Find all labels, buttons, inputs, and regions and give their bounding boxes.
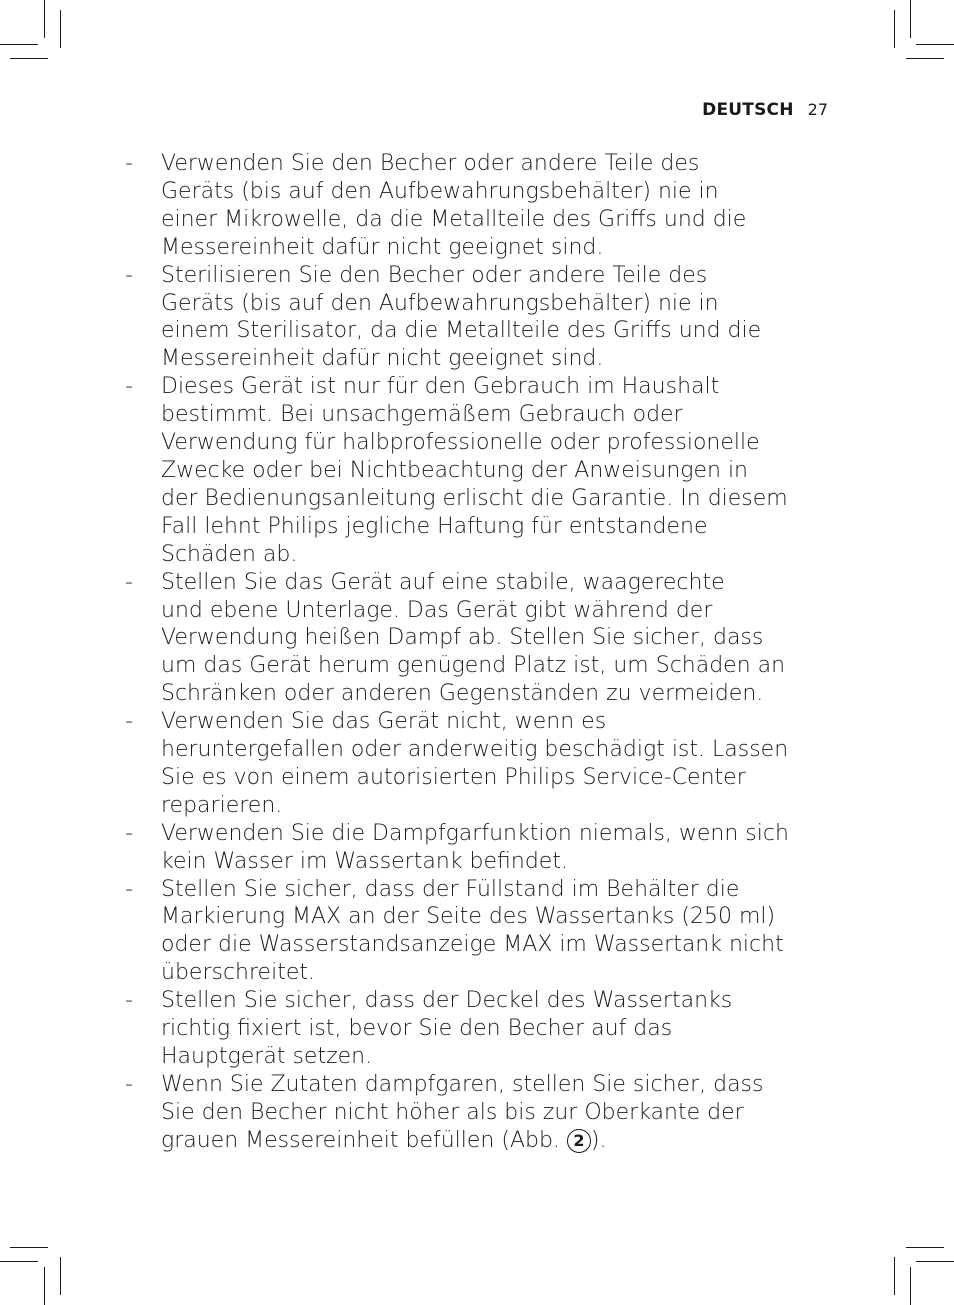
crop-mark-top-left-v [44,0,45,38]
list-item-line: Markierung MAX an der Seite des Wassertanks (250 ml) [161,904,776,930]
list-item-line: Schäden ab. [161,541,298,567]
list-item-line: Verwendung heißen Dampf ab. Stellen Sie sicher, dass [161,625,764,651]
crop-mark-top-left-v2 [60,10,61,48]
list-item [125,569,831,709]
list-item-line: Geräts (bis auf den Aufbewahrungsbehälter) nie in [161,290,719,316]
language-label: DEUTSCH [702,100,794,120]
crop-mark-bottom-left-v2 [60,1257,61,1295]
list-item-line: Messereinheit dafür nicht geeignet sind. [161,346,604,372]
crop-mark-bottom-left-h [0,1261,38,1262]
figure-number-badge: 2 [567,1129,591,1153]
bullet-dash: - [125,262,133,288]
list-item-line: Stellen Sie das Gerät auf eine stabile, waagerechte [161,569,725,595]
list-item-line: Wenn Sie Zutaten dampfgaren, stellen Sie sicher, dass [161,1071,764,1097]
crop-mark-top-left-h2 [10,58,48,59]
list-item-line: Sterilisieren Sie den Becher oder andere Teile des [161,262,708,288]
list-item [125,150,831,262]
bullet-dash: - [125,709,133,735]
crop-mark-bottom-right-h [916,1261,954,1262]
list-item [125,876,831,988]
list-item [125,820,831,876]
list-item-line: Dieses Gerät ist nur für den Gebrauch im Haushalt [161,374,720,400]
list-item-line: Verwenden Sie die Dampfgarfunktion niemals, wenn sich [161,820,789,846]
list-item-line: Stellen Sie sicher, dass der Füllstand im Behälter die [161,876,740,902]
list-item-line: Stellen Sie sicher, dass der Deckel des Wassertanks [161,988,733,1014]
crop-mark-top-right-h2 [906,58,944,59]
list-item-line: um das Gerät herum genügend Platz ist, um Schäden an [161,653,786,679]
list-item [125,373,831,568]
list-item-line: Hauptgerät setzen. [161,1044,373,1069]
crop-mark-top-right-v2 [894,10,895,48]
list-item-line: Fall lehnt Philips jegliche Haftung für entstandene [161,513,708,539]
list-item-line: reparieren. [161,792,283,818]
bullet-dash: - [125,988,133,1014]
list-item-line: Verwendung für halbprofessionelle oder professionelle [161,430,760,456]
list-item-line: Schränken oder anderen Gegenständen zu vermeiden. [161,681,764,707]
list-item-line: und ebene Unterlage. Das Gerät gibt während der [161,597,713,623]
crop-mark-bottom-left-h2 [10,1247,48,1248]
list-item-line: bestimmt. Bei unsachgemäßem Gebrauch oder [161,402,683,428]
list-item-line: Zwecke oder bei Nichtbeachtung der Anweisungen in [161,457,748,483]
list-item-line: der Bedienungsanleitung erlischt die Garantie. In diesem [161,485,788,511]
crop-mark-top-left-h [0,44,38,45]
safety-notes-list [125,150,831,1155]
list-item-line [161,1127,831,1155]
list-item-line: Verwenden Sie das Gerät nicht, wenn es [161,709,607,735]
crop-mark-top-right-h [916,44,954,45]
list-item-line: oder die Wasserstandsanzeige MAX im Wassertank nicht [161,932,784,958]
list-item-line: Messereinheit dafür nicht geeignet sind. [161,234,604,260]
page-number: 27 [807,100,828,119]
list-item-line: einer Mikrowelle, da die Metallteile des Griffs und die [161,206,747,232]
list-item-line: Sie es von einem autorisierten Philips Service-Center [161,764,746,790]
list-item-line: Verwenden Sie den Becher oder andere Teile des [161,151,700,176]
list-item [125,987,831,1071]
bullet-dash: - [125,569,133,595]
crop-mark-bottom-right-h2 [906,1247,944,1248]
crop-mark-bottom-right-v [910,1267,911,1305]
crop-mark-bottom-right-v2 [894,1257,895,1295]
page-header [600,99,828,121]
list-item-line: Sie den Becher nicht höher als bis zur Oberkante der [161,1099,744,1125]
bullet-dash: - [125,151,133,176]
bullet-dash: - [125,820,133,846]
list-item-line: einem Sterilisator, da die Metallteile des Griffs und die [161,318,762,344]
list-item-line: überschreitet. [161,960,315,986]
crop-mark-top-right-v [910,0,911,38]
bullet-dash: - [125,1071,133,1097]
bullet-dash: - [125,374,133,400]
list-item [125,708,831,820]
list-item-line: richtig fixiert ist, bevor Sie den Becher auf das [161,1016,673,1042]
list-item-line: kein Wasser im Wassertank befindet. [161,848,568,874]
crop-mark-bottom-left-v [44,1267,45,1305]
list-item-line: Geräts (bis auf den Aufbewahrungsbehälter) nie in [161,178,719,204]
figure-reference-suffix: ). [590,1127,607,1153]
bullet-dash: - [125,876,133,902]
list-item [125,262,831,374]
list-item-line: heruntergefallen oder anderweitig beschädigt ist. Lassen [161,737,789,763]
list-item [125,1071,831,1155]
figure-reference-text: grauen Messereinheit befüllen (Abb. [161,1127,567,1153]
